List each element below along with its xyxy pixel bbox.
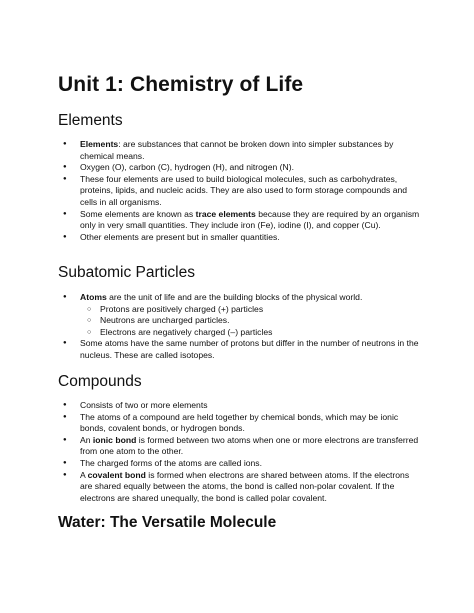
list-item xyxy=(58,458,420,470)
section-heading-water: Water: The Versatile Molecule xyxy=(58,514,277,531)
list-item xyxy=(58,400,420,412)
list-item-text: is formed when electrons are shared between atoms. If the electrons are shared equally between the atoms, the bond is called non-polar covalent. If the electrons are shared unequally, the bond is called polar covalent. xyxy=(80,469,410,503)
list-item-text: Consists of two or more elements xyxy=(80,400,208,410)
term-elements: Elements xyxy=(80,139,119,149)
section-heading-compounds: Compounds xyxy=(58,373,142,390)
sub-list-item xyxy=(58,315,420,327)
list-item xyxy=(58,174,420,209)
list-item-text: because they are required by an organism only in very small quantities. They include iron (Fe), iodine (I), and copper (Cu). xyxy=(80,208,420,231)
list-item-text: An xyxy=(80,434,93,445)
list-item xyxy=(58,292,420,304)
list-item xyxy=(58,435,420,458)
term-trace-elements: trace elements xyxy=(195,208,256,219)
list-item-text: Some elements are known as xyxy=(80,208,196,219)
term-ionic-bond: ionic bond xyxy=(92,434,137,445)
list-item-text: : are substances that cannot be broken down into simpler substances by chemical means. xyxy=(80,139,394,161)
list-item xyxy=(58,338,420,361)
list-item-text: Other elements are present but in smaller quantities. xyxy=(80,231,280,242)
subatomic-list xyxy=(58,292,420,362)
list-item xyxy=(58,412,420,435)
list-item-text: The charged forms of the atoms are called ions. xyxy=(80,457,262,468)
list-item-text: Some atoms have the same number of protons but differ in the number of neutrons in the nucleus. These are called isotopes. xyxy=(80,338,419,360)
sub-list-item xyxy=(58,304,420,316)
list-item-text: These four elements are used to build biological molecules, such as carbohydrates, proteins, lipids, and nucleic acids. They are also used to form storage compounds and cells in all organisms. xyxy=(80,173,408,207)
list-item-text: are the unit of life and are the building blocks of the physical world. xyxy=(106,292,363,302)
compounds-list xyxy=(58,400,420,504)
term-covalent-bond: covalent bond xyxy=(87,469,146,480)
page-title: Unit 1: Chemistry of Life xyxy=(58,73,304,96)
elements-list xyxy=(58,139,420,243)
sub-list-item xyxy=(58,327,420,339)
list-item-text: Protons are positively charged (+) particles xyxy=(100,303,264,314)
section-heading-subatomic: Subatomic Particles xyxy=(58,264,195,281)
list-item-text: Neutrons are uncharged particles. xyxy=(100,315,230,326)
section-heading-elements: Elements xyxy=(58,112,123,129)
list-item xyxy=(58,232,420,244)
list-item-text: Electrons are negatively charged (–) particles xyxy=(100,326,273,337)
list-item-text: The atoms of a compound are held together by chemical bonds, which may be ionic bonds, covalent bonds, or hydrogen bonds. xyxy=(80,411,399,434)
term-atoms: Atoms xyxy=(80,292,107,302)
list-item xyxy=(58,209,420,232)
list-item xyxy=(58,470,420,505)
list-item xyxy=(58,139,420,162)
list-item-text: Oxygen (O), carbon (C), hydrogen (H), and nitrogen (N). xyxy=(80,162,294,173)
list-item-text: A xyxy=(80,469,88,480)
list-item xyxy=(58,162,420,174)
list-item-text: is formed between two atoms when one or more electrons are transferred from one atom to the other. xyxy=(80,434,419,457)
